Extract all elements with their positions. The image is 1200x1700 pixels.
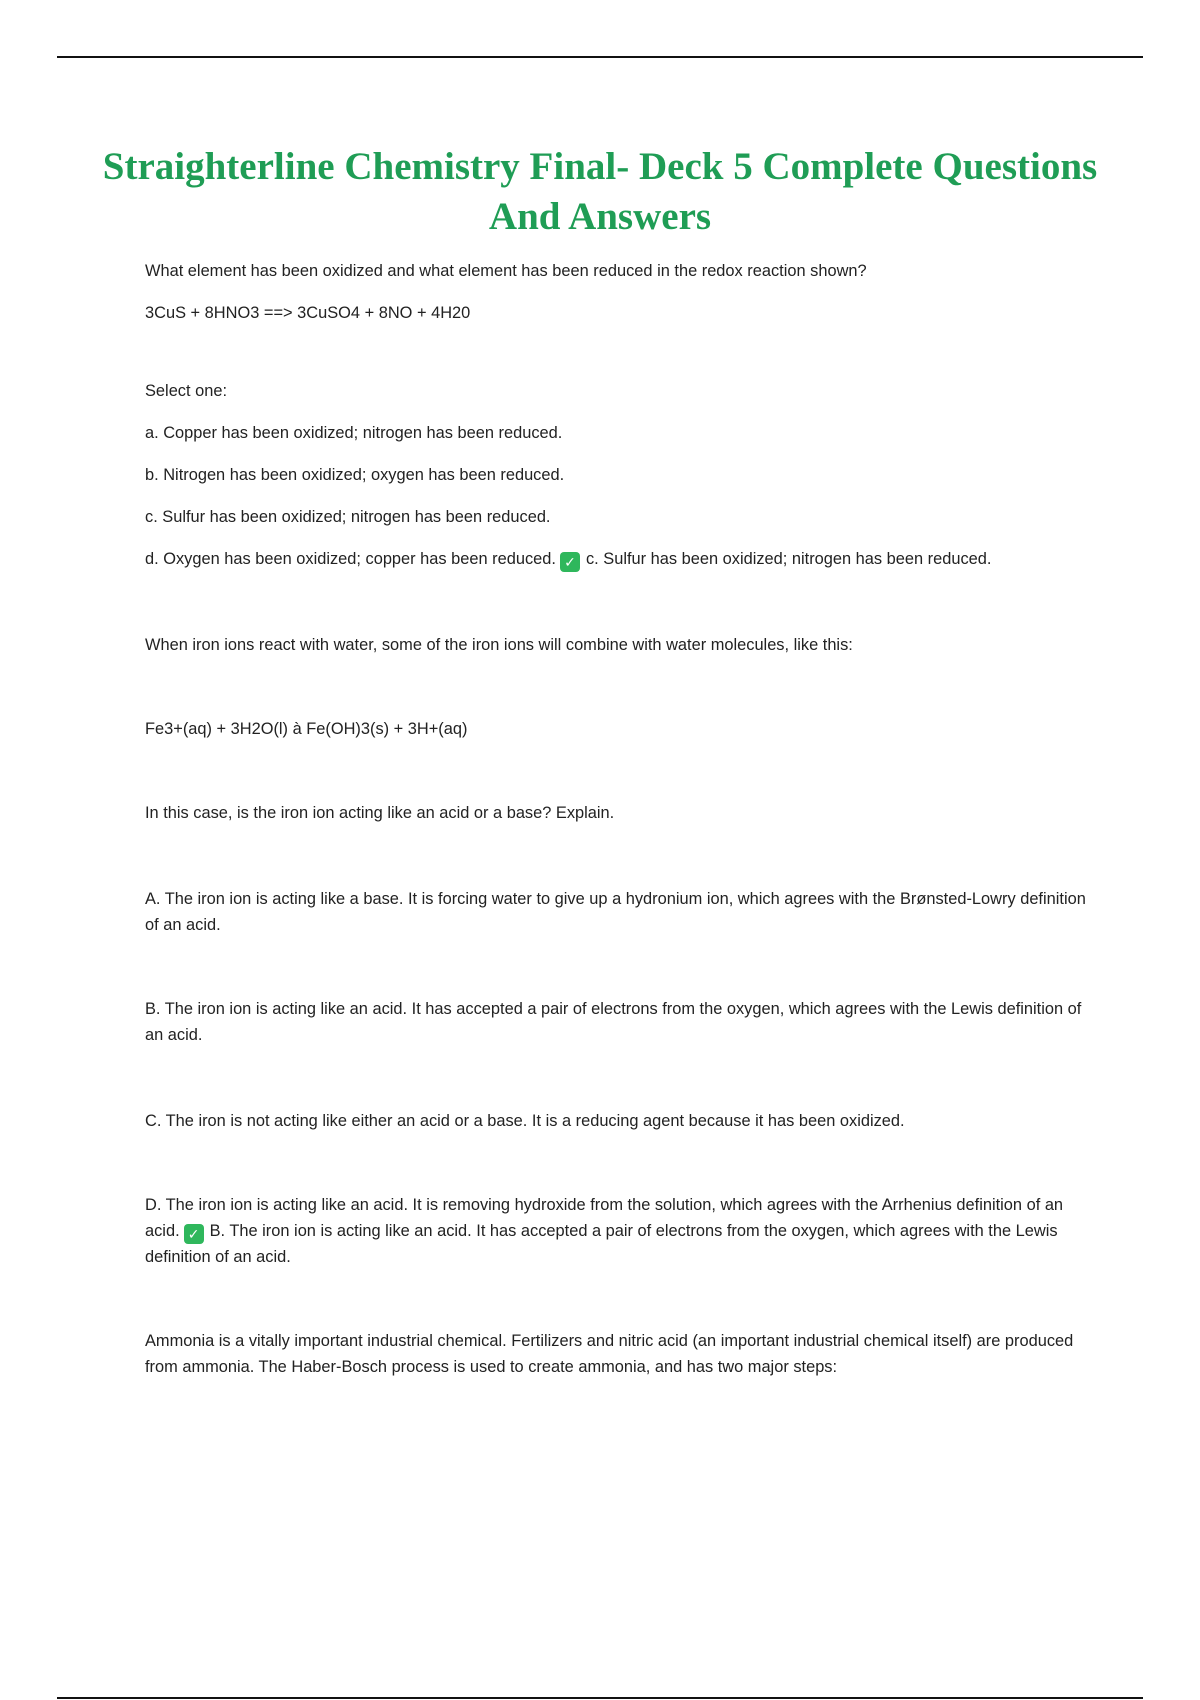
check-mark-icon: ✓ — [560, 552, 580, 572]
top-rule — [57, 56, 1143, 58]
question-2-equation: Fe3+(aq) + 3H2O(l) à Fe(OH)3(s) + 3H+(aq) — [145, 720, 468, 738]
question-2-option-d-line — [145, 1192, 1090, 1270]
question-1-instruction: Select one: — [145, 382, 228, 400]
question-2-option-b: B. The iron ion is acting like an acid. It has accepted a pair of electrons from the oxygen, which agrees with the Lewis definition of an acid. — [145, 1000, 1082, 1044]
question-2-option-d: D. The iron ion is acting like an acid. It is removing hydroxide from the solution, which agrees with the Arrhenius definition of an acid. — [145, 1196, 1064, 1240]
question-2-answer: B. The iron ion is acting like an acid. It has accepted a pair of electrons from the oxygen, which agrees with the Lewis definition of an acid. — [145, 1222, 1058, 1266]
question-1-option-d: d. Oxygen has been oxidized; copper has been reduced. — [145, 550, 556, 568]
document-title: Straighterline Chemistry Final- Deck 5 Complete Questions And Answers — [102, 145, 1098, 238]
question-2-prompt: When iron ions react with water, some of the iron ions will combine with water molecules, like this: — [145, 636, 853, 654]
question-1-option-d-line — [145, 546, 1090, 572]
question-2-option-a: A. The iron ion is acting like a base. It is forcing water to give up a hydronium ion, which agrees with the Brønsted-Lowry definition of an acid. — [145, 890, 1086, 934]
question-1-equation: 3CuS + 8HNO3 ==> 3CuSO4 + 8NO + 4H20 — [145, 304, 471, 322]
question-2-question: In this case, is the iron ion acting like an acid or a base? Explain. — [145, 804, 615, 822]
check-mark-icon: ✓ — [184, 1224, 204, 1244]
document-body — [145, 258, 1090, 1380]
question-1-option-a: a. Copper has been oxidized; nitrogen has been reduced. — [145, 424, 563, 442]
question-1-option-b: b. Nitrogen has been oxidized; oxygen has been reduced. — [145, 466, 565, 484]
bottom-rule — [57, 1697, 1143, 1699]
question-1-prompt: What element has been oxidized and what element has been reduced in the redox reaction shown? — [145, 262, 867, 280]
question-2-option-c: C. The iron is not acting like either an acid or a base. It is a reducing agent because it has been oxidized. — [145, 1112, 905, 1130]
question-3-prompt: Ammonia is a vitally important industrial chemical. Fertilizers and nitric acid (an important industrial chemical itself) are produced from ammonia. The Haber-Bosch process is used to create ammonia, and has two major steps: — [145, 1332, 1074, 1376]
question-1-answer: c. Sulfur has been oxidized; nitrogen has been reduced. — [585, 550, 992, 568]
question-1-option-c: c. Sulfur has been oxidized; nitrogen has been reduced. — [145, 508, 551, 526]
